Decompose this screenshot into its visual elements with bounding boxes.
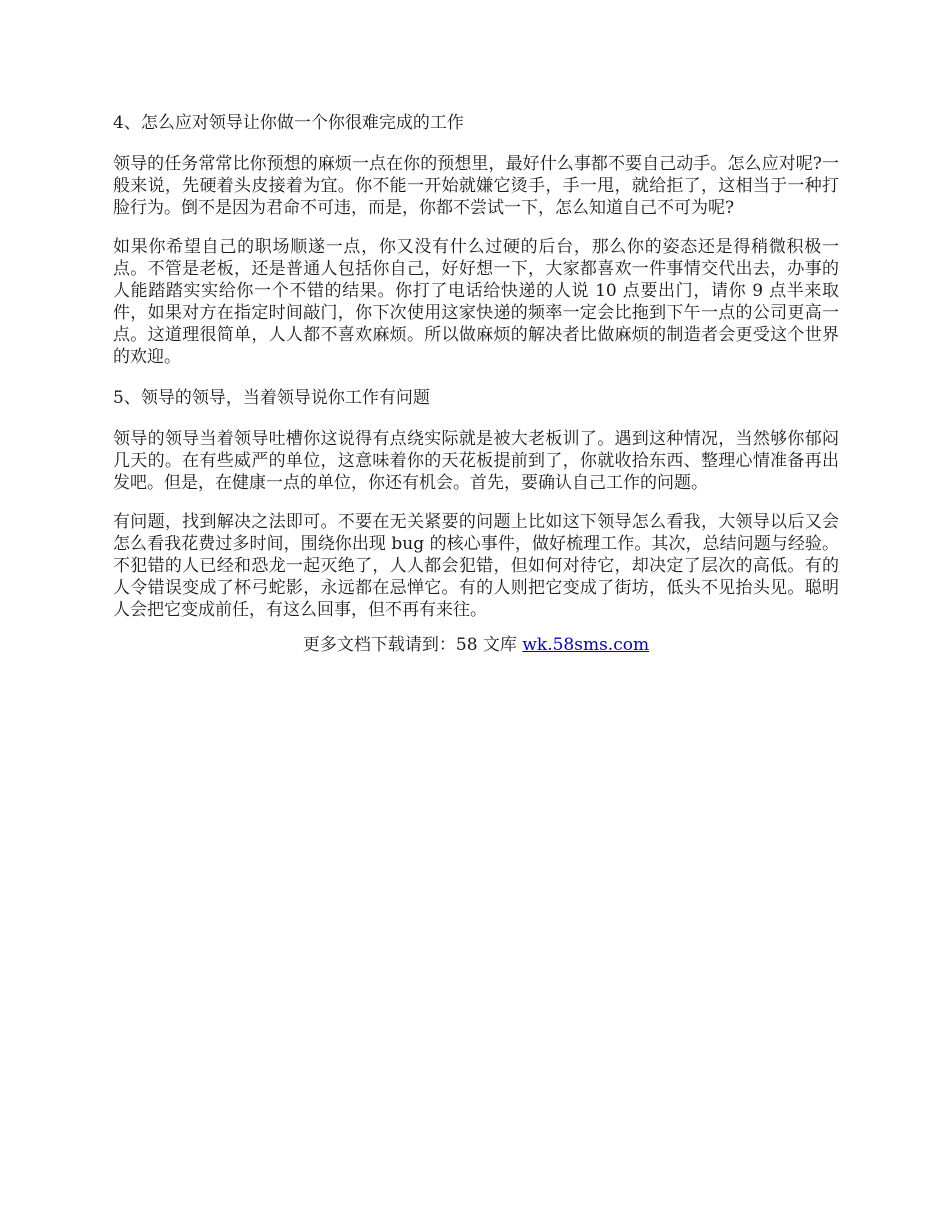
document-page xyxy=(113,110,839,657)
spacer xyxy=(113,136,839,153)
section-heading-4: 4、怎么应对领导让你做一个你很难完成的工作 xyxy=(113,113,464,133)
section-4-paragraph-2: 如果你希望自己的职场顺遂一点，你又没有什么过硬的后台，那么你的姿态还是得稍微积极一点。不管是老板，还是普通人包括你自己，好好想一下，大家都喜欢一件事情交代出去，办事的人能踏踏实实给你一个不错的结果。你打了电话给快递的人说 10 点要出门，请你 9 点半来取件，如果对方在指定时间敲门，你下次使用这家快递的频率一定会比拖到下午一点的公司更高一点。这道理很简单，人人都不喜欢麻烦。所以做麻烦的解决者比做麻烦的制造者会更受这个世界的欢迎。 xyxy=(113,237,839,367)
download-footer xyxy=(113,633,839,657)
footer-prefix: 更多文档下载请到：58 文库 xyxy=(302,635,523,655)
section-heading-5: 5、领导的领导，当着领导说你工作有问题 xyxy=(113,388,430,408)
section-5-paragraph-2: 有问题，找到解决之法即可。不要在无关紧要的问题上比如这下领导怎么看我，大领导以后又会怎么看我花费过多时间，围绕你出现 bug 的核心事件，做好梳理工作。其次，总结问题与经验。不犯错的人已经和恐龙一起灭绝了，人人都会犯错，但如何对待它，却决定了层次的高低。有的人令错误变成了杯弓蛇影，永远都在忌惮它。有的人则把它变成了街坊，低头不见抬头见。聪明人会把它变成前任，有这么回事，但不再有来往。 xyxy=(113,512,839,620)
spacer xyxy=(113,411,839,428)
spacer xyxy=(113,494,839,511)
spacer xyxy=(113,368,839,385)
section-5-paragraph-1: 领导的领导当着领导吐槽你这说得有点绕实际就是被大老板训了。遇到这种情况，当然够你郁闷几天的。在有些威严的单位，这意味着你的天花板提前到了，你就收拾东西、整理心情准备再出发吧。但是，在健康一点的单位，你还有机会。首先，要确认自己工作的问题。 xyxy=(113,429,839,493)
footer-link[interactable]: wk.58sms.com xyxy=(522,635,650,655)
spacer xyxy=(113,219,839,236)
section-4-paragraph-1: 领导的任务常常比你预想的麻烦一点在你的预想里，最好什么事都不要自己动手。怎么应对呢?一般来说，先硬着头皮接着为宜。你不能一开始就嫌它烫手，手一甩，就给拒了，这相当于一种打脸行为。倒不是因为君命不可违，而是，你都不尝试一下，怎么知道自己不可为呢? xyxy=(113,154,839,218)
